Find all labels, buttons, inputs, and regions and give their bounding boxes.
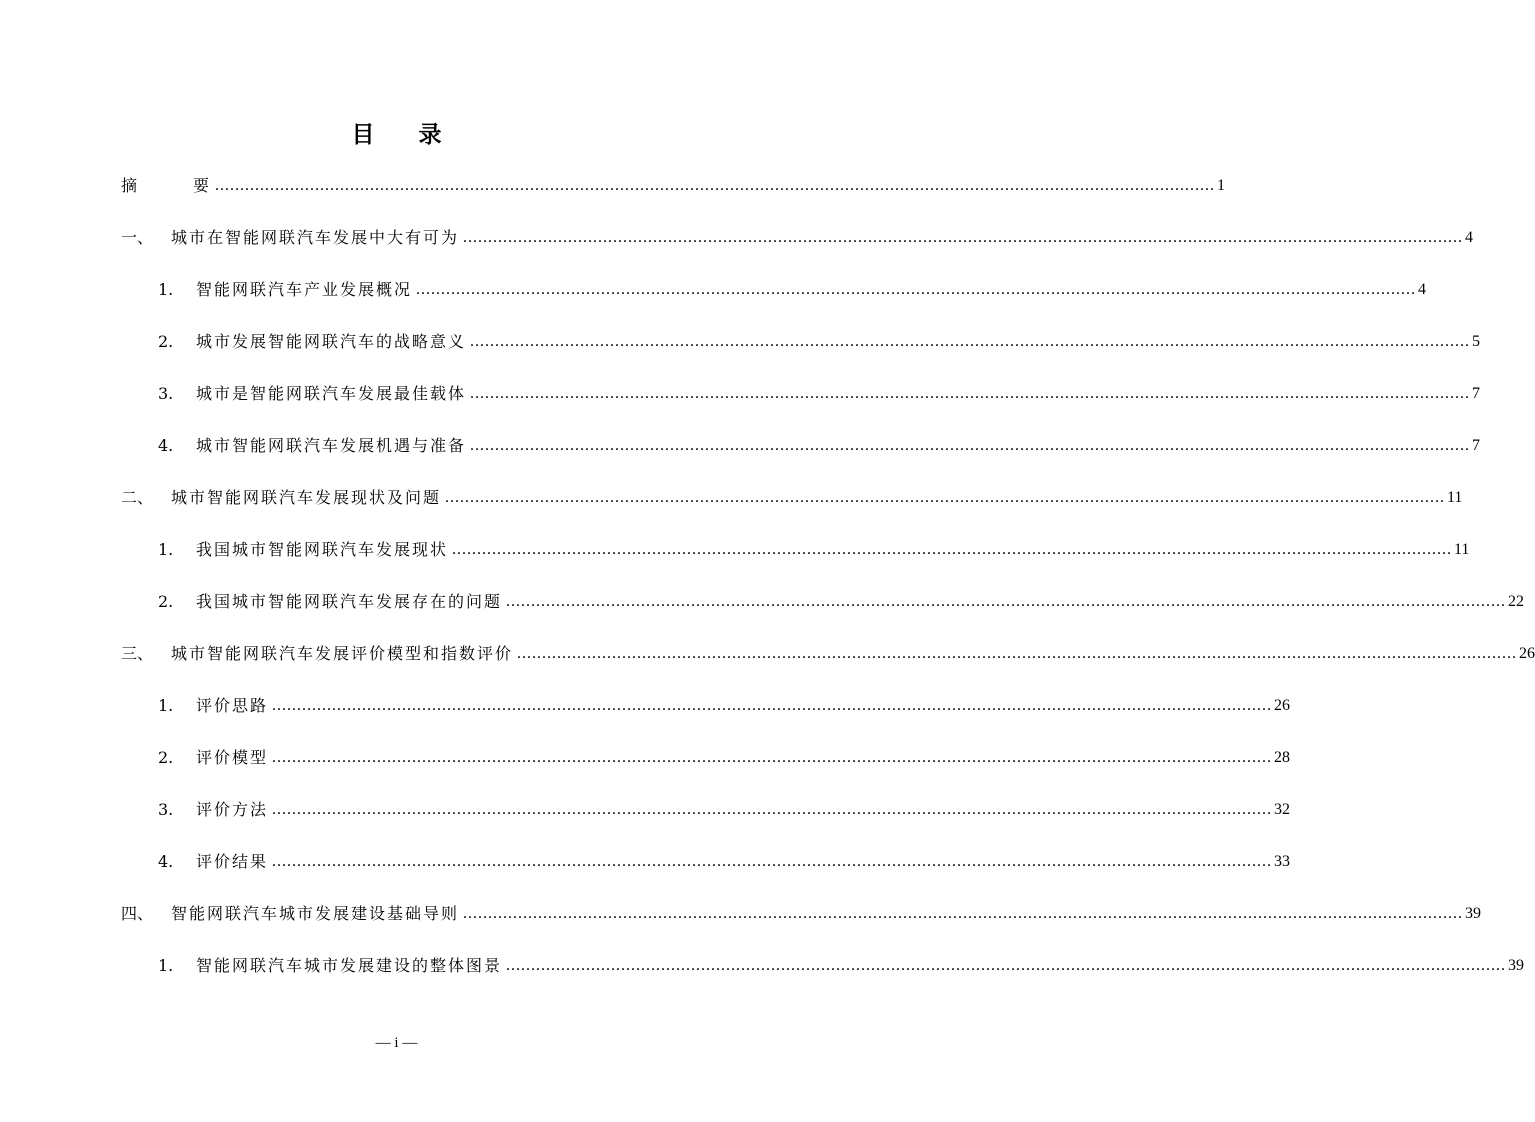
toc-entry-number: 2. — [158, 748, 174, 767]
toc-entry-title: 智能网联汽车城市发展建设的整体图景 — [196, 956, 503, 975]
toc-entry-title: 我国城市智能网联汽车发展现状 — [196, 540, 449, 559]
toc-leader-dots: ........................................................................................................................................................................................................ — [215, 177, 1216, 194]
toc-leader-dots: ........................................................................................................................................................................................................ — [272, 697, 1273, 714]
toc-entry-title: 智能网联汽车产业发展概况 — [196, 280, 413, 299]
toc-entry-title: 城市在智能网联汽车发展中大有可为 — [171, 228, 460, 247]
toc-leader-dots: ........................................................................................................................................................................................................ — [463, 905, 1464, 922]
page-title: 目 录 — [351, 121, 460, 148]
toc-leader-dots: ........................................................................................................................................................................................................ — [272, 749, 1273, 766]
toc-entry-title: 城市发展智能网联汽车的战略意义 — [196, 332, 467, 351]
toc-entry-page: 33 — [1274, 853, 1291, 870]
toc-entry-number: 三、 — [121, 644, 154, 663]
toc-leader-dots: ........................................................................................................................................................................................................ — [470, 333, 1471, 350]
toc-entry[interactable] — [121, 172, 1226, 196]
toc-leader-dots: ........................................................................................................................................................................................................ — [470, 385, 1471, 402]
toc-entry-number: 3. — [158, 384, 174, 403]
toc-entry[interactable] — [158, 588, 1525, 612]
toc-entry[interactable] — [158, 692, 1291, 716]
toc-entry-page: 4 — [1418, 281, 1427, 298]
toc-leader-dots: ........................................................................................................................................................................................................ — [463, 229, 1464, 246]
toc-leader-dots: ........................................................................................................................................................................................................ — [470, 437, 1471, 454]
toc-entry-title: 城市智能网联汽车发展评价模型和指数评价 — [171, 644, 514, 663]
toc-entry[interactable] — [158, 380, 1481, 404]
toc-entry-number: 2. — [158, 332, 174, 351]
toc-entry-title: 智能网联汽车城市发展建设基础导则 — [171, 904, 460, 923]
toc-leader-dots: ........................................................................................................................................................................................................ — [452, 541, 1453, 558]
toc-entry[interactable] — [158, 796, 1291, 820]
toc-entry-number: 摘 — [121, 176, 138, 195]
toc-entry-number: 3. — [158, 800, 174, 819]
toc-entry[interactable] — [121, 900, 1482, 924]
toc-leader-dots: ........................................................................................................................................................................................................ — [272, 853, 1273, 870]
toc-entry-page: 22 — [1508, 593, 1525, 610]
toc-entry-page: 26 — [1519, 645, 1535, 662]
toc-entry-title: 城市智能网联汽车发展机遇与准备 — [196, 436, 467, 455]
toc-leader-dots: ........................................................................................................................................................................................................ — [445, 489, 1446, 506]
toc-entry[interactable] — [158, 952, 1525, 976]
toc-entry-number: 二、 — [121, 488, 154, 507]
toc-entry-title: 评价模型 — [196, 748, 269, 767]
toc-entry-page: 28 — [1274, 749, 1291, 766]
toc-entry-number: 1. — [158, 696, 174, 715]
toc-entry-title: 要 — [193, 176, 212, 195]
toc-entry[interactable] — [121, 484, 1463, 508]
toc-entry-page: 7 — [1472, 385, 1481, 402]
toc-entry-title: 评价方法 — [196, 800, 269, 819]
toc-entry[interactable] — [158, 432, 1481, 456]
toc-entry-number: 4. — [158, 436, 174, 455]
toc-entry-number: 一、 — [121, 228, 154, 247]
toc-leader-dots: ........................................................................................................................................................................................................ — [517, 645, 1518, 662]
page-number-footer: — i — — [375, 1035, 418, 1051]
toc-entry-page: 26 — [1274, 697, 1291, 714]
toc-entry-title: 我国城市智能网联汽车发展存在的问题 — [196, 592, 503, 611]
toc-entry-page: 7 — [1472, 437, 1481, 454]
toc-entry[interactable] — [158, 276, 1427, 300]
toc-entry-page: 1 — [1217, 177, 1226, 194]
toc-entry-number: 1. — [158, 540, 174, 559]
toc-leader-dots: ........................................................................................................................................................................................................ — [506, 593, 1507, 610]
toc-entry-number: 2. — [158, 592, 174, 611]
toc-entry-number: 四、 — [121, 904, 154, 923]
toc-entry-page: 5 — [1472, 333, 1481, 350]
toc-entry-page: 4 — [1465, 229, 1474, 246]
toc-entry[interactable] — [158, 744, 1291, 768]
toc-entry-title: 评价结果 — [196, 852, 269, 871]
toc-leader-dots: ........................................................................................................................................................................................................ — [416, 281, 1417, 298]
toc-entry-page: 32 — [1274, 801, 1291, 818]
toc-entry-page: 11 — [1447, 489, 1463, 506]
toc-entry-title: 城市是智能网联汽车发展最佳载体 — [196, 384, 467, 403]
toc-leader-dots: ........................................................................................................................................................................................................ — [506, 957, 1507, 974]
toc-entry-page: 39 — [1465, 905, 1482, 922]
toc-entry-number: 1. — [158, 280, 174, 299]
toc-entry-page: 11 — [1454, 541, 1470, 558]
toc-entry-number: 4. — [158, 852, 174, 871]
toc-entry-title: 城市智能网联汽车发展现状及问题 — [171, 488, 442, 507]
toc-entry-title: 评价思路 — [196, 696, 269, 715]
toc-entry[interactable] — [121, 640, 1535, 664]
toc-entry-page: 39 — [1508, 957, 1525, 974]
toc-entry[interactable] — [158, 328, 1481, 352]
toc-leader-dots: ........................................................................................................................................................................................................ — [272, 801, 1273, 818]
toc-entry-number: 1. — [158, 956, 174, 975]
toc-entry[interactable] — [158, 848, 1291, 872]
toc-entry[interactable] — [158, 536, 1470, 560]
toc-entry[interactable] — [121, 224, 1474, 248]
